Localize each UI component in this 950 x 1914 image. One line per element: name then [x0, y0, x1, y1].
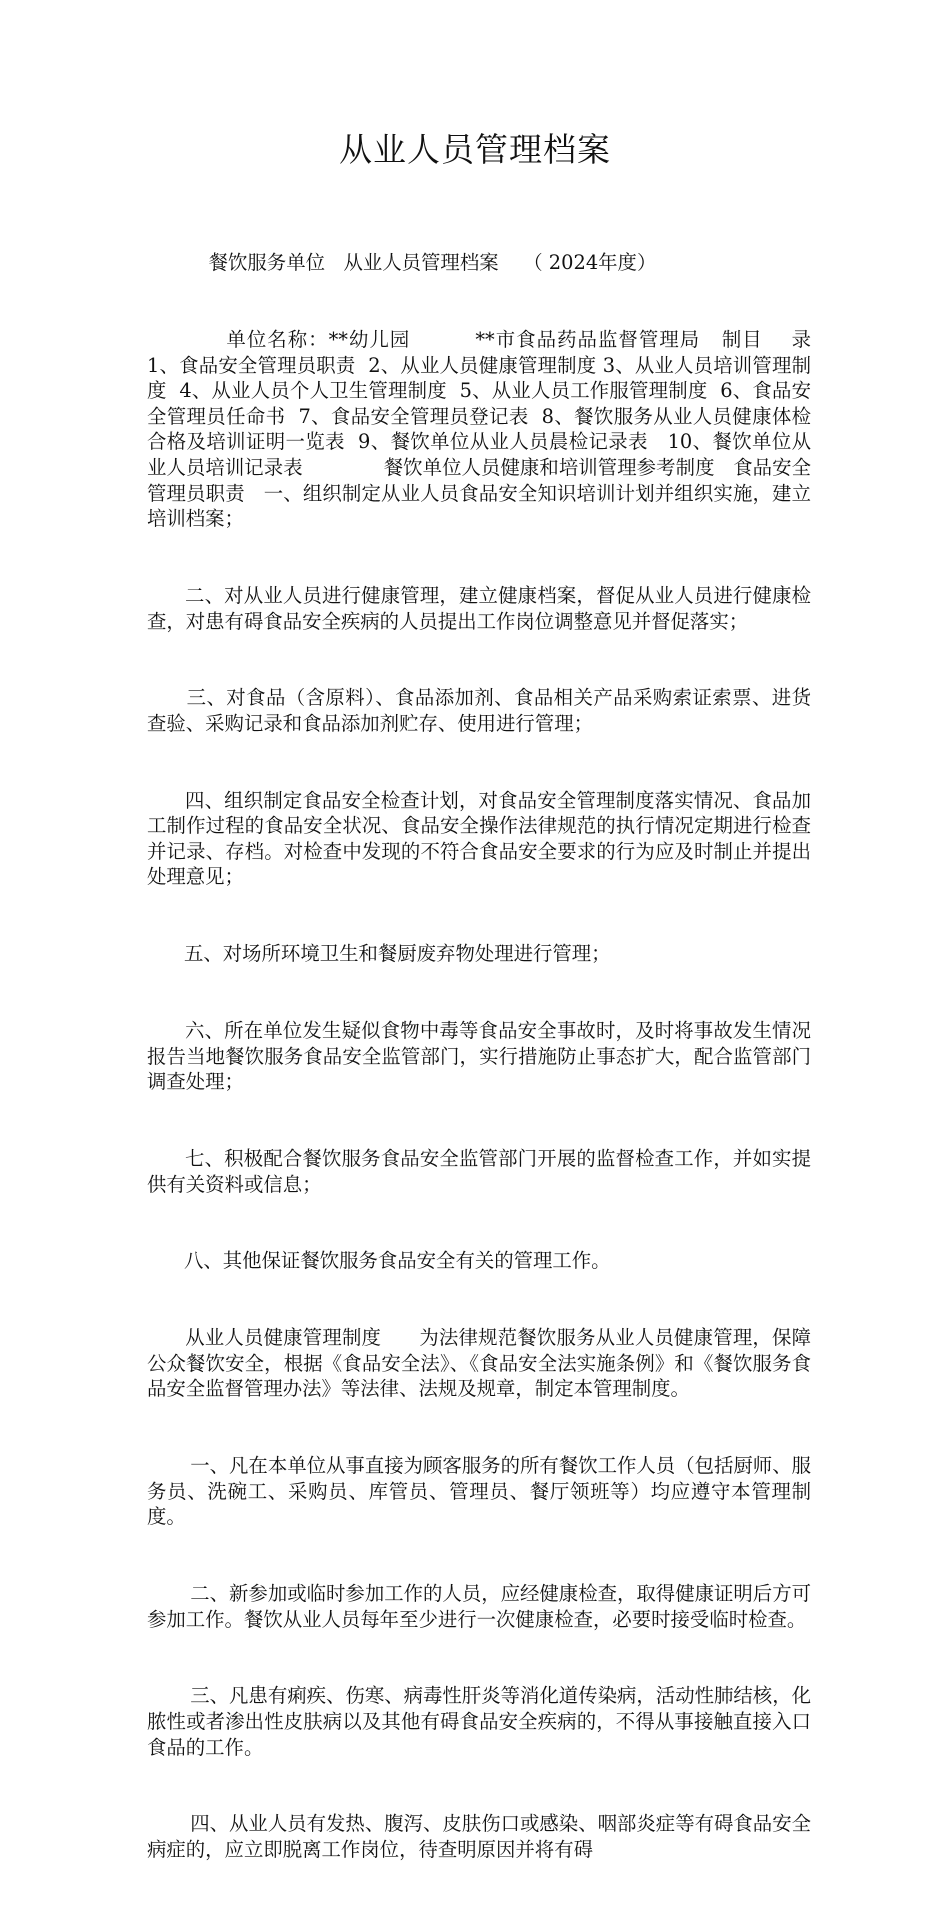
health-policy-item-3: 三、凡患有痢疾、伤寒、病毒性肝炎等消化道传染病，活动性肺结核，化脓性或者渗出性皮肤病以及其他有碍食品安全疾病的，不得从事接触直接入口食品的工作。: [147, 1684, 811, 1759]
paragraph-2: 二、对从业人员进行健康管理，建立健康档案，督促从业人员进行健康检查，对患有碍食品安全疾病的人员提出工作岗位调整意见并督促落实；: [147, 583, 812, 633]
paragraph-4: 四、组织制定食品安全检查计划，对食品安全管理制度落实情况、食品加工制作过程的食品安全状况、食品安全操作法律规范的执行情况定期进行检查并记录、存档。对检查中发现的不符合食品安全要求的行为应及时制止并提出处理意见；: [147, 788, 812, 889]
paragraph-3: 三、对食品（含原料）、食品添加剂、食品相关产品采购索证索票、进货查验、采购记录和食品添加剂贮存、使用进行管理；: [147, 686, 811, 735]
paragraph-5: 五、对场所环境卫生和餐厨废弃物处理进行管理；: [147, 942, 611, 966]
document-subtitle: 餐饮服务单位 从业人员管理档案 （ 2024年度）: [147, 251, 657, 275]
document-title: 从业人员管理档案: [339, 130, 611, 169]
health-policy-item-1: 一、凡在本单位从事直接为顾客服务的所有餐饮工作人员（包括厨师、服务员、洗碗工、采购员、库管员、管理员、餐厅领班等）均应遵守本管理制度。: [147, 1454, 811, 1529]
document-body: [147, 199, 836, 1914]
document-intro-paragraph: 单位名称：**幼儿园 **市食品药品监督管理局 制目 录 1、食品安全管理员职责 2、从业人员健康管理制度 3、从业人员培训管理制度 4、从业人员个人卫生管理制度 5、从业人员工作服管理制度 6、食品安全管理员任命书 7、食品安全管理员登记表 8、餐饮服务从业人员健康体检合格及培训证明一览表 9、餐饮单位从业人员晨检记录表 10、餐饮单位从业人员培训记录表 餐饮单位人员健康和培训管理参考制度 食品安全管理员职责 一、组织制定从业人员食品安全知识培训计划并组织实施，建立培训档案；: [147, 327, 836, 531]
paragraph-7: 七、积极配合餐饮服务食品安全监管部门开展的监督检查工作，并如实提供有关资料或信息；: [147, 1146, 812, 1196]
paragraph-8: 八、其他保证餐饮服务食品安全有关的管理工作。: [147, 1249, 611, 1273]
health-policy-intro: 从业人员健康管理制度 为法律规范餐饮服务从业人员健康管理，保障公众餐饮安全，根据《食品安全法》、《食品安全法实施条例》和《餐饮服务食品安全监督管理办法》等法律、法规及规章，制定本管理制度。: [147, 1326, 811, 1401]
paragraph-6: 六、所在单位发生疑似食物中毒等食品安全事故时，及时将事故发生情况报告当地餐饮服务食品安全监管部门，实行措施防止事态扩大，配合监管部门调查处理；: [147, 1019, 812, 1094]
health-policy-item-4: 四、从业人员有发热、腹泻、皮肤伤口或感染、咽部炎症等有碍食品安全病症的，应立即脱离工作岗位，待查明原因并将有碍: [147, 1812, 811, 1861]
health-policy-item-2: 二、新参加或临时参加工作的人员，应经健康检查，取得健康证明后方可参加工作。餐饮从业人员每年至少进行一次健康检查，必要时接受临时检查。: [147, 1582, 811, 1631]
